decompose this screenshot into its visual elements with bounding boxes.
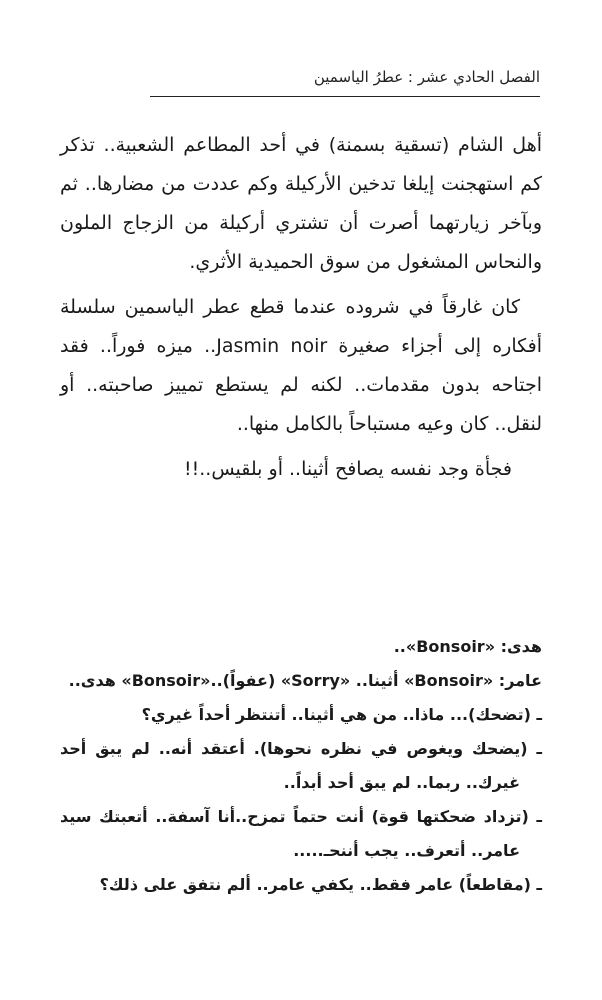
paragraph: كان غارقاً في شروده عندما قطع عطر الياسمين سلسلة أفكاره إلى أجزاء صغيرة Jasmin noir.. ميزه فوراً.. فقد اجتاحه بدون مقدمات.. لكنه لم يستطع تمييز صاحبته.. أو لنقل.. كان وعيه مستباحاً بالكامل منها.. [60, 296, 542, 435]
dialog-line: ـ (تزداد ضحكتها قوة) أنت حتماً تمزح..أنا آسفة.. أتعبتك سيد عامر.. أتعرف.. يجب أننحـ..... [60, 807, 542, 860]
dialog-line: ـ (يضحك ويغوص في نظره نحوها). أعتقد أنه.. لم يبق أحد غيرك.. ربما.. لم يبق أحد أبداً.. [60, 739, 542, 792]
dialog-line: هدى: «Bonsoir».. [393, 637, 542, 656]
paragraph: فجأة وجد نفسه يصافح أثينا.. أو بلقيس..!! [184, 458, 512, 480]
dialog-line: ـ (مقاطعاً) عامر فقط.. يكفي عامر.. ألم نتفق على ذلك؟ [99, 875, 542, 894]
dialog-line: عامر: «Bonsoir» أثينا.. «Sorry» (عفواً)..«Bonsoir» هدى.. [68, 671, 542, 690]
paragraph: أهل الشام (تسقية بسمنة) في أحد المطاعم الشعبية.. تذكر كم استهجنت إيلغا تدخين الأركيلة وكم عددت من مضارها.. ثم وبآخر زيارتهما أصرت أن تشتري أركيلة من الزجاج الملون والنحاس المشغول من سوق الحميدية الأثري. [60, 134, 542, 273]
header-rule [150, 96, 540, 97]
dialog-block [60, 630, 542, 902]
dialog-line: ـ (تضحك)... ماذا.. من هي أثينا.. أتنتظر أحداً غيري؟ [141, 705, 542, 724]
body-text [60, 126, 542, 495]
running-header: الفصل الحادي عشر : عطرُ الياسمين [313, 68, 540, 86]
